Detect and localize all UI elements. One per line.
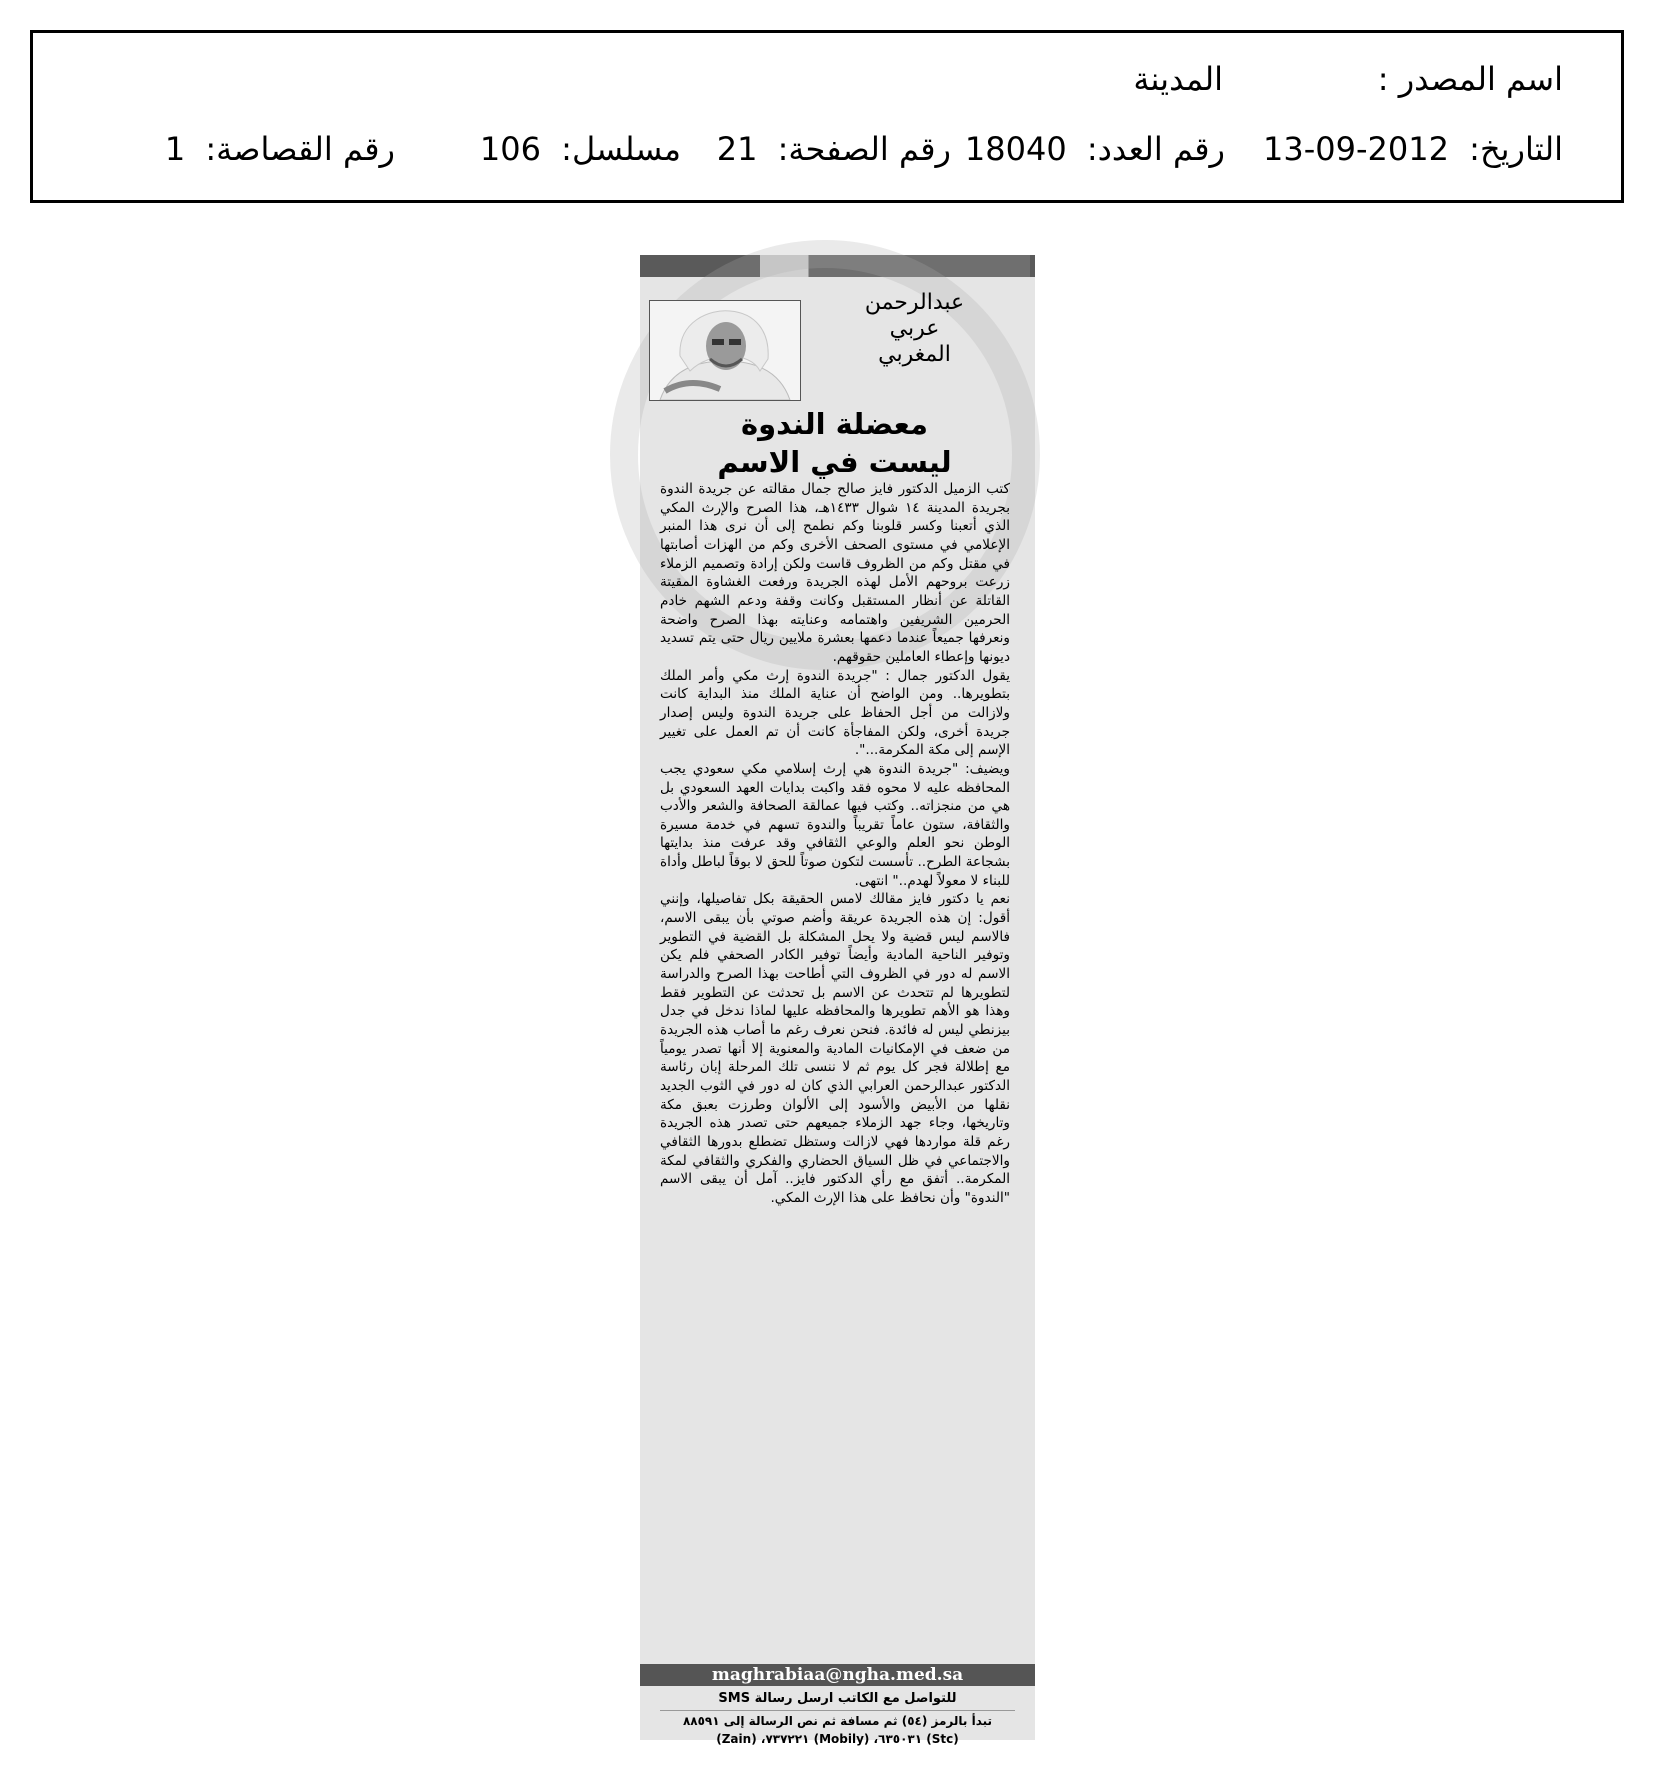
headline-line: معضلة الندوة (741, 407, 928, 441)
sms-contact-title: للتواصل مع الكاتب ارسل رسالة SMS (718, 1691, 957, 1706)
date-value: 2012-09-13 (1263, 130, 1449, 168)
source-label: اسم المصدر : (1377, 60, 1563, 98)
article-headline (652, 405, 1017, 481)
article-paragraph: نعم يا دكتور فايز مقالك لامس الحقيقة بكل تفاصيلها، وإنني أقول: إن هذه الجريدة عريقة وأضم صوتي بأن يبقى الاسم، فالاسم ليس قضية ولا يحل المشكلة بل القضية في التطوير وتوفير الناحية المادية وأيضاً توفير الكادر الصحفي فلم يكن الاسم له دور في الظروف التي أطاحت بهذا الصرح والدراسة لتطويرها لم تتحدث عن الاسم بل تحدثت عن التطوير فقط وهذا هو الأهم تطويرها والمحافظه عليها لماذا ندخل في جدل بيزنطي ليس له فائدة. فنحن نعرف رغم ما أصاب هذه الجريدة من ضعف في الإمكانيات المادية والمعنوية إلا أنها تصدر يومياً مع إطلالة فجر كل يوم ثم لا ننسى تلك المرحلة إبان رئاسة الدكتور عبدالرحمن العرابي الذي كان له دور في الثوب الجديد نقلها من الأبيض والأسود إلى الألوان وطرزت بعبق مكة وتاريخها، وجاء جهد الزملاء جميعهم حتى تصدر هذه الجريدة رغم قلة مواردها فهي لازالت وستظل تضطلع بدورها الثقافي والاجتماعي في ظل السياق الحضاري والفكري والثقافي لمكة المكرمة.. أتفق مع رأي الدكتور فايز.. آمل أن يبقى الاسم "الندوة" وأن نحافظ على هذا الإرث المكي. (660, 891, 1010, 1206)
clip-field (164, 130, 395, 168)
date-field (1263, 130, 1563, 168)
article-paragraph: كتب الزميل الدكتور فايز صالح جمال مقالته عن جريدة الندوة بجريدة المدينة ١٤ شوال ١٤٣٣هـ، هذا الصرح والإرث المكي الذي أتعبنا وكسر قلوبنا وكم نطمح إلى أن نرى هذا المنبر الإعلامي في مستوى الصحف الأخرى وكم من الهزات أصابتها في مقتل وكم من الظروف قاست ولكن إرادة وتصميم الزملاء زرعت بروحهم الأمل لهذه الجريدة ورفعت الغشاوة المقيتة القاتلة عن أنظار المستقبل وكانت وقفة ودعم الشهم خادم الحرمين الشريفين واهتمامه وعنايته بهذا الصرح واضحة ونعرفها جميعاً عندما دعمها بعشرة ملايين ريال حتى يتم تسديد ديونها وإعطاء العاملين حقوقهم. (660, 481, 1010, 665)
author-portrait-icon (650, 301, 800, 400)
sms-divider (660, 1710, 1015, 1711)
sms-carrier-numbers: (Stc) ٦٣٥٠٣١، (Mobily) ٧٣٧٢٢١، (Zain) (716, 1732, 959, 1746)
metadata-box (30, 30, 1624, 203)
clipping-top-bar-accent (760, 255, 1030, 277)
article-paragraph: يقول الدكتور جمال : "جريدة الندوة إرث مكي وأمر الملك بتطويرها.. ومن الواضح أن عناية الملك منذ البداية كانت ولازالت من أجل الحفاظ على جريدة الندوة وليس إصدار جريدة أخرى، ولكن المفاجأة كانت أن تم العمل على تغيير الإسم إلى مكة المكرمة...". (660, 667, 1010, 759)
article-body (660, 480, 1010, 1208)
page-field (716, 130, 951, 168)
source-value: المدينة (1133, 60, 1223, 98)
author-name (812, 290, 1017, 368)
date-label: التاريخ: (1469, 130, 1563, 168)
clip-value: 1 (164, 130, 186, 168)
author-photo (649, 300, 801, 401)
source-field (1377, 60, 1563, 98)
issue-label: رقم العدد: (1086, 130, 1225, 168)
author-email: maghrabiaa@ngha.med.sa (640, 1664, 1035, 1686)
serial-field (479, 130, 681, 168)
sms-instructions: تبدأ بالرمز (٥٤) ثم مسافة ثم نص الرسالة إلى ٨٨٥٩١ (682, 1714, 993, 1728)
issue-field (964, 130, 1225, 168)
issue-value: 18040 (964, 130, 1067, 168)
author-name-line: عبدالرحمن (864, 290, 965, 315)
page-label: رقم الصفحة: (777, 130, 951, 168)
serial-value: 106 (479, 130, 541, 168)
article-paragraph: ويضيف: "جريدة الندوة هي إرث إسلامي مكي سعودي يجب المحافظه عليه لا محوه فقد واكبت بدايات العهد السعودي بل هي من منجزاته.. وكتب فيها عمالقة الصحافة والشعر والأدب والثقافة، ستون عاماً تقريباً والندوة تسهم في خدمة مسيرة الوطن نحو العلم والوعي الثقافي وقد عرفت منذ بدايتها بشجاعة الطرح.. تأسست لتكون صوتاً للحق لا بوقاً لباطل وأداة للبناء لا معولاً لهدم.." انتهى. (660, 760, 1010, 889)
page-value: 21 (716, 130, 758, 168)
clip-label: رقم القصاصة: (205, 130, 395, 168)
headline-line: ليست في الاسم (717, 445, 952, 479)
serial-label: مسلسل: (561, 130, 681, 168)
author-name-line: عربي (889, 316, 940, 341)
author-name-line: المغربي (878, 342, 951, 367)
